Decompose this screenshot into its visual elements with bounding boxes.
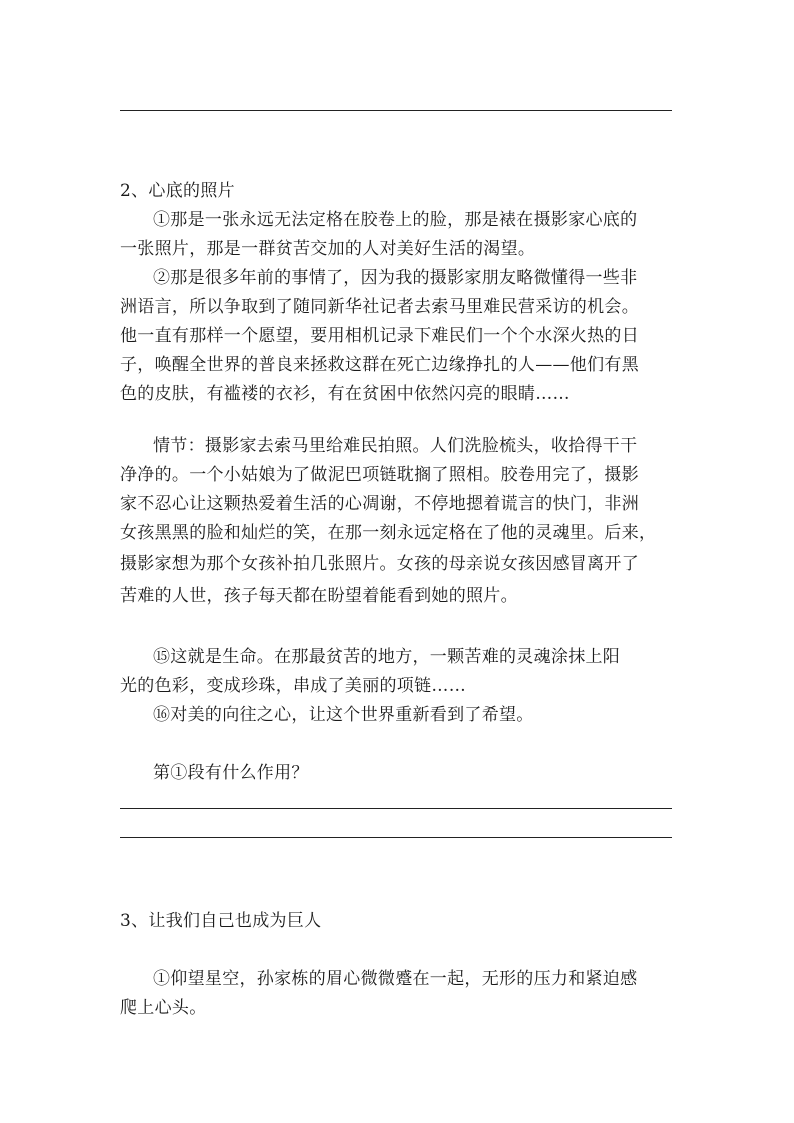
question-text: 第①段有什么作用？ (153, 763, 309, 783)
plot-summary-line-2: 净净的。一个小姑娘为了做泥巴项链耽搁了照相。胶卷用完了，摄影 (120, 465, 639, 485)
section-3-paragraph-1-line-2: 爬上心头。 (120, 998, 207, 1018)
paragraph-2-line-2: 洲语言，所以争取到了随同新华社记者去索马里难民营采访的机会。 (120, 297, 639, 317)
paragraph-2-line-3: 他一直有那样一个愿望，要用相机记录下难民们一个个水深火热的日 (120, 326, 639, 346)
answer-line-top (120, 110, 672, 111)
paragraph-1-line-1: ①那是一张永远无法定格在胶卷上的脸，那是裱在摄影家心底的 (153, 210, 638, 230)
section-3-paragraph-1-line-1: ①仰望星空，孙家栋的眉心微微蹙在一起，无形的压力和紧迫感 (153, 969, 638, 989)
paragraph-2-line-1: ②那是很多年前的事情了，因为我的摄影家朋友略微懂得一些非 (153, 268, 638, 288)
answer-line-2 (120, 837, 672, 838)
plot-summary-line-3: 家不忍心让这颗热爱着生活的心凋谢，不停地摁着谎言的快门，非洲 (120, 494, 639, 514)
paragraph-1-line-2: 一张照片，那是一群贫苦交加的人对美好生活的渴望。 (120, 239, 536, 259)
paragraph-2-line-5: 色的皮肤，有褴褛的衣衫，有在贫困中依然闪亮的眼睛…… (120, 384, 570, 404)
paragraph-15-line-2: 光的色彩，变成珍珠，串成了美丽的项链…… (120, 676, 466, 696)
plot-summary-line-5: 摄影家想为那个女孩补拍几张照片。女孩的母亲说女孩因感冒离开了 (120, 554, 639, 574)
plot-summary-line-1: 情节：摄影家去索马里给难民拍照。人们洗脸梳头，收拾得干干 (153, 436, 638, 456)
paragraph-2-line-4: 子，唤醒全世界的普良来拯救这群在死亡边缘挣扎的人——他们有黑 (120, 355, 639, 375)
section-3-title: 3、让我们自己也成为巨人 (120, 911, 322, 931)
plot-summary-line-6: 苦难的人世，孩子每天都在盼望着能看到她的照片。 (120, 586, 518, 606)
section-2-title: 2、心底的照片 (120, 181, 235, 201)
paragraph-15-line-1: ⑮这就是生命。在那最贫苦的地方，一颗苦难的灵魂涂抹上阳 (153, 647, 621, 667)
answer-line-1 (120, 808, 672, 809)
paragraph-16: ⑯对美的向往之心，让这个世界重新看到了希望。 (153, 705, 534, 725)
plot-summary-line-4: 女孩黑黑的脸和灿烂的笑，在那一刻永远定格在了他的灵魂里。后来， (120, 523, 657, 543)
